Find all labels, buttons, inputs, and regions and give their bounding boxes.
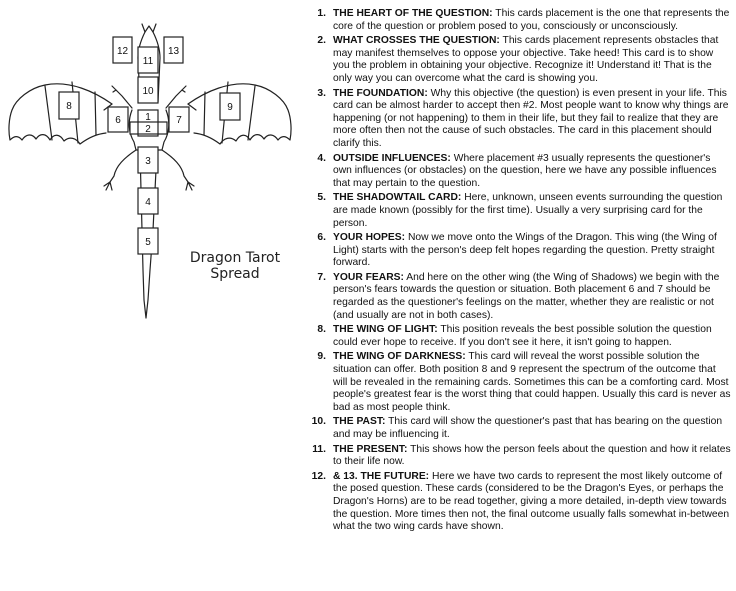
position-number: 6.: [317, 232, 326, 244]
position-text: This position reveals the best possible solution the question could ever hope to receive. If you don't see it here, it isn't going to happen.: [333, 324, 712, 348]
position-text: This shows how the person feels about the question and how it relates to their life now.: [333, 443, 731, 468]
position-item: [300, 324, 732, 349]
position-text: This cards placement represents obstacles that may manifest themselves to oppose your objective. Take heed! This card is to show you the problem in obtaining your objective. Recognize it! Understand it! That is the only way you can overcome what the card is showing you.: [333, 35, 719, 84]
position-title: THE WING OF DARKNESS:: [333, 351, 466, 363]
card-1-label: 1: [145, 112, 151, 123]
position-item: [300, 471, 732, 534]
position-item: [300, 416, 732, 441]
card-3-label: 3: [145, 156, 151, 167]
position-title: OUTSIDE INFLUENCES:: [333, 152, 451, 164]
card-12-label: 12: [116, 46, 129, 57]
dragon-spread-diagram: [0, 0, 300, 591]
position-title: THE PAST:: [333, 416, 386, 428]
position-number: 11.: [312, 443, 326, 455]
position-number: 1.: [317, 8, 326, 19]
position-number: 9.: [317, 351, 326, 363]
position-text: This card will reveal the worst possible solution the situation can offer. Both position 8 and 9 represent the spectrum of the outcome that will be revealed in the remaining cards. Sometimes this can be a comforting card. Most people's greatest fear is the worst thing that could happen. Usually this card is never as bad as most people think.: [333, 351, 731, 413]
position-number: 8.: [317, 324, 326, 336]
position-item: [300, 272, 732, 322]
position-text: Here, unknown, unseen events surrounding the question are made known (possibly for the first time). Usually a very surprising card for the person.: [333, 192, 723, 229]
card-6-label: 6: [115, 115, 121, 126]
position-number: 4.: [317, 152, 326, 164]
position-item: [300, 8, 732, 33]
card-9-label: 9: [227, 102, 233, 113]
position-title: THE FOUNDATION:: [333, 87, 428, 99]
position-item: [300, 192, 732, 230]
position-item: [300, 351, 732, 414]
card-5-label: 5: [145, 237, 151, 248]
position-title: WHAT CROSSES THE QUESTION:: [333, 35, 500, 47]
position-item: [300, 153, 732, 191]
position-text: This cards placement is the one that represents the core of the question or problem posed to you, consciously or unconsciously.: [333, 8, 730, 32]
card-11-label: 11: [142, 56, 154, 67]
position-title: THE PRESENT:: [333, 443, 408, 455]
position-number: 5.: [317, 192, 326, 204]
position-text: And here on the other wing (the Wing of Shadows) we begin with the person's fears towards the question or situation. Both placement 6 and 7 should be regarded as the questioner's feelings on the matter, whether they are realistic or not (and usually are not in both cases).: [333, 271, 720, 321]
position-title: YOUR HOPES:: [333, 232, 406, 244]
card-13-label: 13: [167, 46, 180, 57]
position-item: [300, 232, 732, 270]
card-7-label: 7: [176, 115, 182, 126]
position-number: 7.: [317, 271, 326, 283]
caption-line-1: Dragon Tarot: [189, 250, 281, 266]
position-text: Here we have two cards to represent the most likely outcome of the posed question. These cards (considered to be the Dragon's Eyes, or perhaps the Dragon's Horns) are to be read together, giving a more detailed, in-depth view towards the question. More times then not, the final outcome usually falls somewhat in-between what the two wing cards have shown.: [333, 470, 730, 533]
position-title: & 13. THE FUTURE:: [333, 470, 430, 482]
position-item: [300, 88, 732, 151]
position-title: THE HEART OF THE QUESTION:: [333, 8, 493, 19]
position-number: 3.: [317, 87, 326, 99]
card-2-label: 2: [145, 124, 151, 135]
card-10-label: 10: [142, 86, 154, 97]
spread-caption: [180, 250, 290, 282]
caption-line-2: Spread: [210, 266, 260, 282]
position-text: Where placement #3 usually represents the questioner's own influences (or obstacles) on the question, here we have any possible influences that may pertain to the question.: [333, 152, 717, 189]
position-number: 2.: [317, 35, 326, 47]
position-title: YOUR FEARS:: [333, 271, 404, 283]
card-4-label: 4: [145, 197, 151, 208]
position-item: [300, 35, 732, 85]
position-item: [300, 444, 732, 469]
position-number: 12.: [311, 470, 326, 482]
position-title: THE WING OF LIGHT:: [333, 324, 438, 336]
position-text: Why this objective (the question) is even present in your life. This card can be almost harder to accept then #2. Most people want to know why things are happening (or not happening) to them in their life, but they fail to realize that they are more often then not the cause of such obstacles. The card in this placement should clarify this.: [333, 87, 729, 149]
position-title: THE SHADOWTAIL CARD:: [333, 192, 462, 204]
position-text: Now we move onto the Wings of the Dragon. This wing (the Wing of Light) starts with the person's deep felt hopes regarding the question. Pretty straight forward.: [333, 232, 717, 269]
position-number: 10.: [311, 416, 326, 428]
positions-list: [300, 8, 732, 536]
position-text: This card will show the questioner's past that has bearing on the question and may be influencing it.: [333, 416, 723, 440]
card-8-label: 8: [66, 101, 72, 112]
